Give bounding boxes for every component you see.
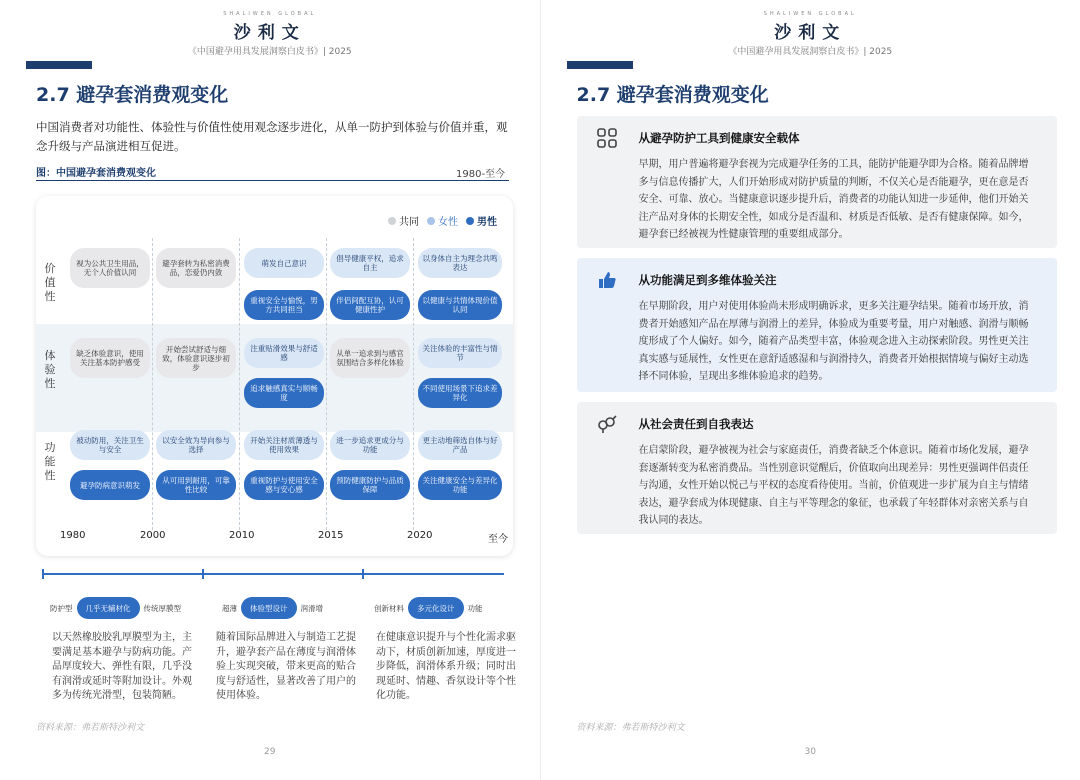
gender-icon: [597, 414, 617, 434]
pill-experience: 追求触感真实与顺畅度: [244, 378, 324, 408]
stage-description: 在健康意识提升与个性化需求驱动下，材质创新加速，厚度进一步降低，润滑体系升级；同时出现延时、情趣、香氛设计等个性化功能。: [376, 632, 516, 701]
page-number: 30: [804, 747, 816, 757]
legend-label: 男性: [477, 217, 497, 228]
pill-value: 重视安全与愉悦，男方共同担当: [244, 290, 324, 320]
legend-female: [427, 213, 458, 228]
section-bar: [26, 61, 92, 69]
pill-value: 视为公共卫生用品，无个人价值认同: [70, 248, 150, 288]
evolution-chart: [36, 196, 513, 556]
figure-caption: 图：中国避孕套消费观变化: [36, 168, 156, 179]
timeline-tick: [42, 569, 44, 579]
pill-function: 关注健康安全与差异化功能: [418, 470, 502, 500]
stage-description: 随着国际品牌进入与制造工艺提升，避孕套产品在薄度与润滑体验上实现突破，带来更高的贴合度与舒适性，显著改善了用户的使用体验。: [216, 632, 356, 701]
stage-tag: 防护型: [50, 603, 73, 613]
legend-dot-icon: [466, 217, 474, 225]
brand-tagline: SHALIWEN GLOBAL: [223, 11, 317, 17]
pill-value: 伴侣间配互协，认可健康性护: [330, 290, 410, 320]
pill-function: 更主动地筛选自体与好产品: [418, 430, 502, 460]
legend-common: [388, 213, 419, 228]
year-label: 2015: [318, 530, 344, 541]
pill-function: 避孕防病意识萌发: [70, 470, 150, 500]
pill-value: 避孕套转为私密消费品，恋爱仍内敛: [156, 248, 236, 288]
year-label: 2010: [229, 530, 255, 541]
brand-logo: 沙利文: [774, 23, 847, 43]
pill-function: 开始关注材质薄透与使用效果: [244, 430, 324, 460]
timeline-stage-2: [222, 597, 323, 619]
year-label: 2000: [140, 530, 166, 541]
card-title: 从避孕防护工具到健康安全载体: [638, 131, 800, 145]
stage-tag: 创新材料: [374, 603, 404, 613]
timeline-tick: [202, 569, 204, 579]
insight-card-safety: [577, 116, 1057, 248]
legend-dot-icon: [427, 217, 435, 225]
legend-male: [466, 213, 497, 228]
report-subtitle: 《中国避孕用具发展洞察白皮书》| 2025: [187, 47, 352, 57]
card-body: 在早期阶段，用户对使用体验尚未形成明确诉求，更多关注避孕结果。随着市场开放，消费者开始感知产品在厚薄与润滑上的差异，体验成为重要考量，用户对触感、润滑与顺畅度形成了个人偏好。如今，随着产品类型丰富，体验观念进入主动探索阶段。男性更关注真实感与延展性，女性更在意舒适感湿和与润滑持久，消费者开始根据情境与偏好主动选择不同体验，呈现出多维体验追求的趋势。: [638, 301, 1029, 382]
card-body: 早期，用户普遍将避孕套视为完成避孕任务的工具，能防护能避孕即为合格。随着品牌增多与信息传播扩大，人们开始形成对防护质量的判断，不仅关心是否能避孕，更在意是否安全、可靠、放心。当健康意识逐步提升后，消费者的功能认知进一步延伸，他们开始关注产品对身体的长期安全性，如成分是否温和、材质是否低敏、是否有健康保障。如今，避孕套已经被视为性健康管理的重要组成部分。: [638, 159, 1029, 240]
stage-tag: 传统厚膜型: [143, 603, 181, 613]
year-label: 至今: [488, 534, 508, 545]
timeline-stage-1: [50, 597, 181, 619]
card-title: 从功能满足到多维体验关注: [638, 273, 777, 287]
row-label-value: 价值性: [44, 262, 56, 303]
stage-tag: 超薄: [222, 603, 237, 613]
pill-experience: 从单一追求到与感官氛围结合多样化体验: [330, 338, 410, 378]
chart-legend: [388, 213, 497, 228]
pill-function: 以安全效为导向参与选择: [156, 430, 236, 460]
pill-experience: 关注体验的丰富性与情节: [418, 338, 502, 368]
stage-highlight: 几乎无辅材化: [77, 597, 140, 619]
thumbs-up-icon: [597, 270, 617, 290]
section-title: 2.7 避孕套消费观变化: [576, 84, 769, 106]
pill-function: 重视防护与使用安全感与安心感: [244, 470, 324, 500]
pill-experience: 开始尝试舒适与细致，体验意识逐步初步: [156, 338, 236, 378]
section-title: 2.7 避孕套消费观变化: [36, 84, 229, 106]
pill-experience: 不同使用场景下追求差异化: [418, 378, 502, 408]
grid-divider: [326, 238, 327, 530]
intro-paragraph: 中国消费者对功能性、体验性与价值性使用观念逐步进化，从单一防护到体验与价值并重，观念升级与产品演进相互促进。: [36, 120, 508, 153]
source-note: 资料来源：弗若斯特沙利文: [576, 723, 685, 733]
pill-value: 倡导健康平权，追求自主: [330, 248, 410, 278]
grid-icon: [597, 128, 617, 148]
card-title: 从社会责任到自我表达: [638, 417, 754, 431]
pill-value: 萌发自己意识: [244, 248, 324, 278]
insight-card-expression: [577, 402, 1057, 534]
figure-rule: [36, 180, 509, 181]
card-body: 在启蒙阶段，避孕被视为社会与家庭责任，消费者缺乏个体意识。随着市场化发展，避孕套逐渐转变为私密消费品。当性别意识觉醒后，价值取向出现差异：男性更强调伴侣责任与沟通，女性开始以悦己与平权的态度看待使用。当前，价值观进一步扩展为自主与情绪表达，避孕套成为体现健康、自主与平等理念的象征，也承载了年轻群体对亲密关系与自我认同的表达。: [638, 445, 1029, 526]
legend-dot-icon: [388, 217, 396, 225]
stage-description: 以天然橡胶胶乳厚膜型为主，主要满足基本避孕与防病功能。产品厚度较大、弹性有限，几乎没有润滑或延时等附加设计。外观多为传统光滑型，包装简陋。: [52, 632, 192, 701]
insight-card-experience: [577, 258, 1057, 392]
grid-divider: [152, 238, 153, 530]
pill-experience: 注重贴滑效果与舒适感: [244, 338, 324, 368]
grid-divider: [239, 238, 240, 530]
stage-tag: 润滑增: [300, 603, 323, 613]
pill-value: 以健康与共情体现价值认同: [418, 290, 502, 320]
grid-divider: [413, 238, 414, 530]
timeline-stage-3: [374, 597, 483, 619]
stage-highlight: 多元化设计: [408, 597, 464, 619]
brand-logo: 沙利文: [233, 23, 306, 43]
pill-function: 从可用到耐用，可靠性比较: [156, 470, 236, 500]
source-note: 资料来源：弗若斯特沙利文: [36, 723, 145, 733]
year-label: 2020: [407, 530, 433, 541]
pill-function: 预防健康防护与品质保障: [330, 470, 410, 500]
stage-tag: 功能: [467, 603, 483, 613]
brand-tagline: SHALIWEN GLOBAL: [763, 11, 857, 17]
stage-highlight: 体验型设计: [241, 597, 297, 619]
section-bar: [567, 61, 633, 69]
pill-value: 以身体自主为理念共鸣表达: [418, 248, 502, 278]
timeline-tick: [362, 569, 364, 579]
pill-function: 被动防用，关注卫生与安全: [70, 430, 150, 460]
page-right: [541, 0, 1080, 780]
pill-experience: 缺乏体验意识，使用关注基本防护感受: [70, 338, 150, 378]
figure-range: 1980-至今: [456, 169, 506, 180]
legend-label: 女性: [438, 217, 458, 228]
report-subtitle: 《中国避孕用具发展洞察白皮书》| 2025: [728, 47, 893, 57]
legend-label: 共同: [399, 217, 419, 228]
page-number: 29: [264, 747, 276, 757]
row-label-function: 功能性: [44, 441, 56, 482]
timeline-axis: [42, 573, 504, 575]
pill-function: 进一步追求更成分与功能: [330, 430, 410, 460]
year-label: 1980: [60, 530, 86, 541]
row-label-experience: 体验性: [44, 349, 56, 390]
